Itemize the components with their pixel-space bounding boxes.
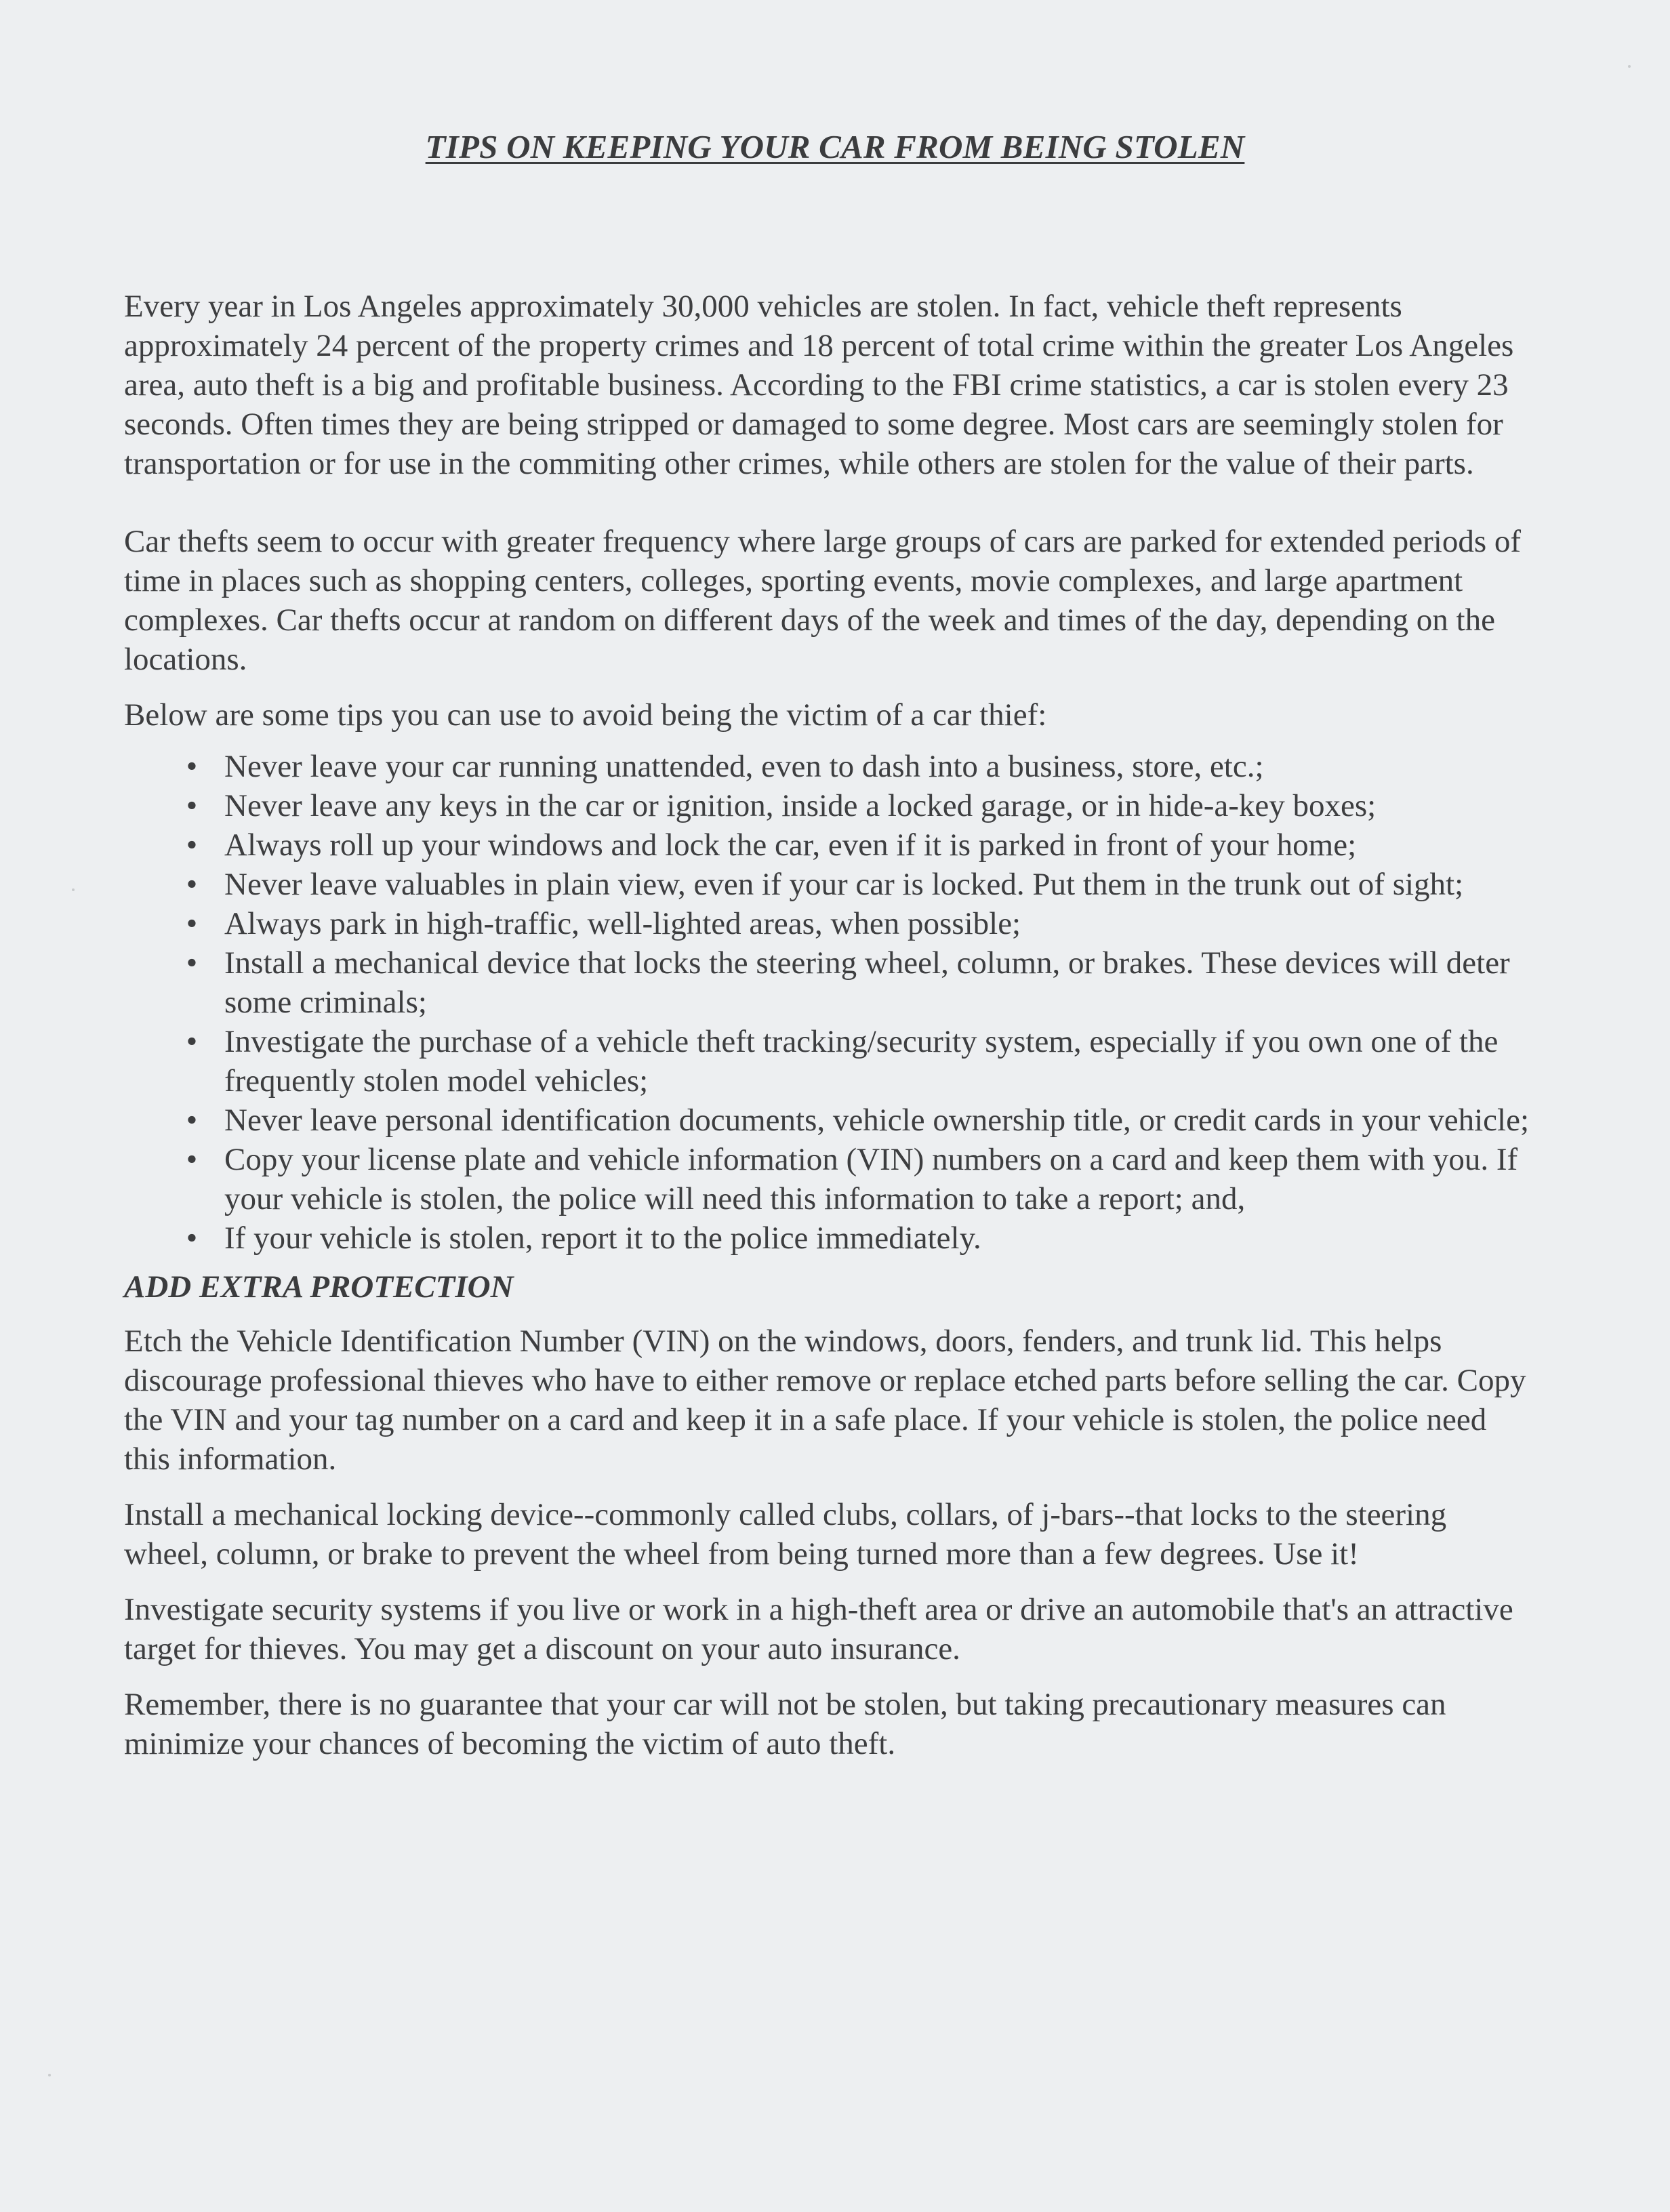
bullet-icon: • — [186, 1221, 198, 1256]
tip-text: Never leave personal identification documents, vehicle ownership title, or credit cards in your vehicle; — [224, 1103, 1530, 1138]
tip-text: Copy your license plate and vehicle information (VIN) numbers on a card and keep them with you. If your vehicle is stolen, the police will need this information to take a report; and, — [224, 1142, 1518, 1216]
closing-paragraph: Remember, there is no guarantee that your car will not be stolen, but taking precautionary measures can minimize your chances of becoming the victim of auto theft. — [124, 1687, 1446, 1761]
list-item — [124, 1140, 1534, 1218]
tip-text: Always roll up your windows and lock the car, even if it is parked in front of your home; — [224, 827, 1357, 863]
list-item — [124, 904, 1534, 943]
bullet-icon: • — [186, 945, 198, 981]
list-item — [124, 865, 1534, 904]
tips-list — [124, 747, 1534, 1258]
list-item — [124, 1022, 1534, 1101]
tip-text: If your vehicle is stolen, report it to the police immediately. — [224, 1221, 981, 1256]
bullet-icon: • — [186, 906, 198, 941]
paper-speck — [72, 888, 75, 891]
locking-device-paragraph: Install a mechanical locking device--commonly called clubs, collars, of j-bars--that locks to the steering wheel, column, or brake to prevent the wheel from being turned more than a few degrees. Use it! — [124, 1497, 1447, 1572]
list-item — [124, 1101, 1534, 1140]
paper-speck — [48, 2074, 51, 2076]
frequency-paragraph: Car thefts seem to occur with greater frequency where large groups of cars are parked for extended periods of time in places such as shopping centers, colleges, sporting events, movie complexes, and large apartment complexes. Car thefts occur at random on different days of the week and times of the day, depending on the locations. — [124, 524, 1522, 677]
etch-vin-paragraph: Etch the Vehicle Identification Number (VIN) on the windows, doors, fenders, and trunk lid. This helps discourage professional thieves who have to either remove or replace etched parts before selling the car. Copy the VIN and your tag number on a card and keep it in a safe place. If your vehicle is stolen, the police need this information. — [124, 1324, 1526, 1477]
list-item — [124, 747, 1534, 786]
bullet-icon: • — [186, 867, 198, 902]
tip-text: Always park in high-traffic, well-lighted areas, when possible; — [224, 906, 1021, 941]
page-title: TIPS ON KEEPING YOUR CAR FROM BEING STOLEN — [425, 128, 1245, 165]
tip-text: Install a mechanical device that locks the steering wheel, column, or brakes. These devices will deter some criminals; — [224, 945, 1510, 1020]
bullet-icon: • — [186, 1024, 198, 1059]
tip-text: Never leave your car running unattended, even to dash into a business, store, etc.; — [224, 749, 1264, 784]
security-systems-paragraph: Investigate security systems if you live or work in a high-theft area or drive an automobile that's an attractive target for thieves. You may get a discount on your auto insurance. — [124, 1592, 1513, 1666]
section-heading: ADD EXTRA PROTECTION — [124, 1269, 514, 1305]
bullet-icon: • — [186, 788, 198, 823]
document-body — [124, 287, 1534, 1763]
list-item — [124, 1218, 1534, 1258]
tip-text: Never leave any keys in the car or ignition, inside a locked garage, or in hide-a-key boxes; — [224, 788, 1377, 823]
bullet-icon: • — [186, 749, 198, 784]
tip-text: Never leave valuables in plain view, even if your car is locked. Put them in the trunk out of sight; — [224, 867, 1464, 902]
paper-speck — [1628, 65, 1631, 68]
tips-intro: Below are some tips you can use to avoid being the victim of a car thief: — [124, 697, 1047, 733]
list-item — [124, 825, 1534, 865]
list-item — [124, 943, 1534, 1022]
intro-paragraph: Every year in Los Angeles approximately 30,000 vehicles are stolen. In fact, vehicle theft represents approximately 24 percent of the property crimes and 18 percent of total crime within the greater Los Angeles area, auto theft is a big and profitable business. According to the FBI crime statistics, a car is stolen every 23 seconds. Often times they are being stripped or damaged to some degree. Most cars are seemingly stolen for transportation or for use in the commiting other crimes, while others are stolen for the value of their parts. — [124, 289, 1514, 481]
bullet-icon: • — [186, 827, 198, 863]
bullet-icon: • — [186, 1103, 198, 1138]
list-item — [124, 786, 1534, 825]
tip-text: Investigate the purchase of a vehicle theft tracking/security system, especially if you own one of the frequently stolen model vehicles; — [224, 1024, 1499, 1099]
bullet-icon: • — [186, 1142, 198, 1177]
